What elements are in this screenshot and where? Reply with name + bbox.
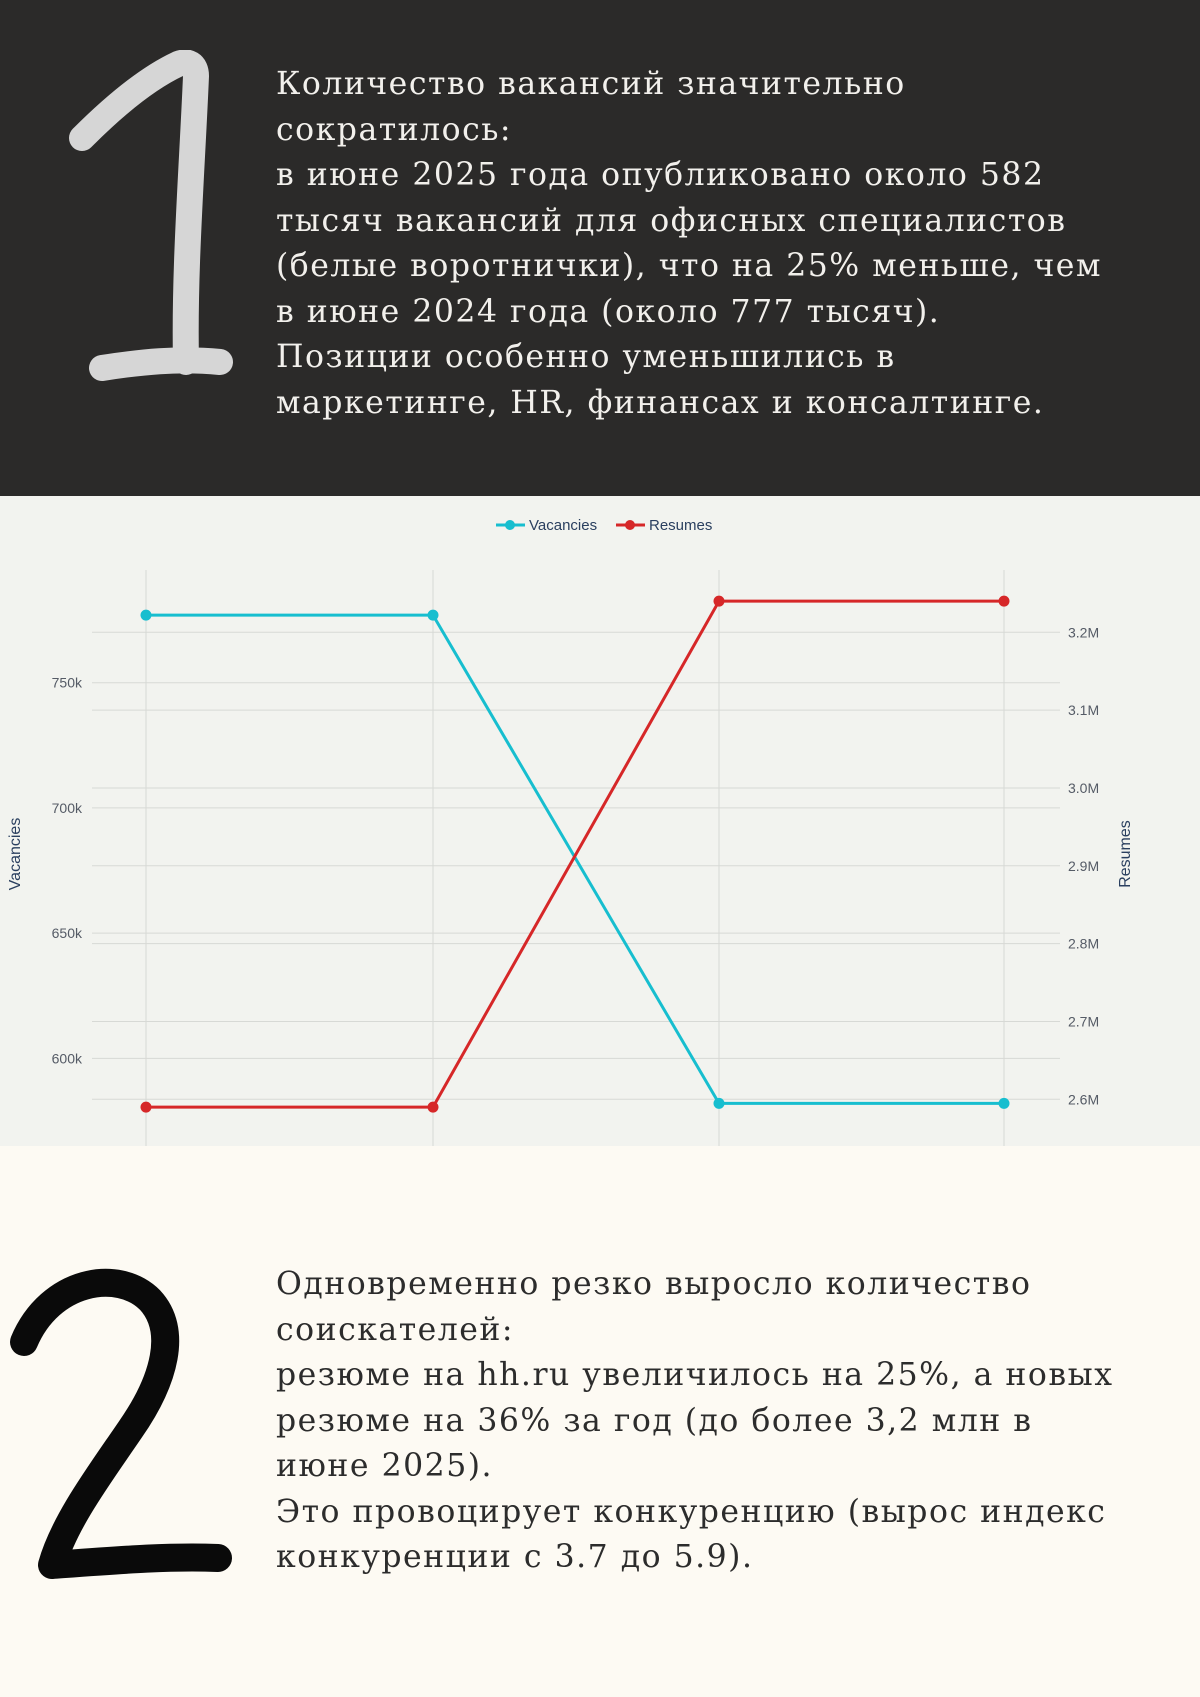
series-line-vacancies	[146, 615, 1004, 1103]
y-right-tick-label: 3.1M	[1068, 702, 1100, 719]
section1-line: (белые воротнички), что на 25% меньше, чем	[276, 248, 1102, 284]
y-right-tick-label: 2.9M	[1068, 857, 1100, 874]
data-point-vacancies	[141, 610, 152, 621]
chart-legend	[496, 517, 712, 534]
data-point-vacancies	[999, 1098, 1010, 1109]
y-left-tick-label: 650k	[51, 925, 82, 942]
y-right-tick-label: 2.8M	[1068, 935, 1100, 952]
section2-line: Одновременно резко выросло количество	[276, 1266, 1032, 1302]
legend-marker-vacancies	[505, 520, 515, 530]
data-point-resumes	[999, 596, 1010, 607]
section2-line: резюме на hh.ru увеличилось на 25%, а новых	[276, 1357, 1114, 1393]
y-right-tick-label: 2.7M	[1068, 1013, 1100, 1030]
y-axis-title-left: Vacancies	[7, 817, 24, 891]
legend-marker-resumes	[625, 520, 635, 530]
line-chart	[0, 496, 1200, 1146]
data-point-resumes	[141, 1102, 152, 1113]
section2-line: конкуренции с 3.7 до 5.9).	[276, 1539, 754, 1575]
number-one-glyph	[60, 50, 240, 410]
section1-line: Количество вакансий значительно	[276, 66, 906, 102]
data-point-vacancies	[714, 1098, 725, 1109]
section1-line: Позиции особенно уменьшились в	[276, 339, 896, 375]
y-left-tick-label: 600k	[51, 1050, 82, 1067]
y-right-tick-label: 2.6M	[1068, 1091, 1100, 1108]
legend-label-vacancies: Vacancies	[529, 517, 598, 534]
data-point-resumes	[714, 596, 725, 607]
y-right-tick-label: 3.0M	[1068, 779, 1100, 796]
section1-line: в июне 2025 года опубликовано около 582	[276, 157, 1045, 193]
section2-line: резюме на 36% за год (до более 3,2 млн в	[276, 1402, 1033, 1439]
section1-line: в июне 2024 года (около 777 тысяч).	[276, 293, 941, 330]
chart-panel	[0, 496, 1200, 1146]
y-left-tick-label: 700k	[51, 799, 82, 816]
section2-line: июне 2025).	[276, 1448, 494, 1484]
series-line-resumes	[146, 601, 1004, 1107]
section1-line: сократилось:	[276, 111, 513, 148]
section1-line: тысяч вакансий для офисных специалистов	[276, 202, 1067, 239]
number-two-glyph	[0, 1260, 240, 1590]
y-right-tick-label: 3.2M	[1068, 624, 1100, 641]
data-point-vacancies	[428, 610, 439, 621]
data-point-resumes	[428, 1102, 439, 1113]
y-left-tick-label: 750k	[51, 674, 82, 691]
section1-line: маркетинге, HR, финансах и консалтинге.	[276, 384, 1045, 421]
section1-text	[276, 62, 1156, 426]
y-axis-title-right: Resumes	[1117, 820, 1134, 888]
legend-label-resumes: Resumes	[649, 517, 713, 534]
series-layer	[141, 596, 1010, 1113]
section2-line: соискателей:	[276, 1311, 515, 1348]
section2-text	[276, 1262, 1156, 1581]
section2-line: Это провоцирует конкуренцию (вырос индекс	[276, 1493, 1107, 1530]
